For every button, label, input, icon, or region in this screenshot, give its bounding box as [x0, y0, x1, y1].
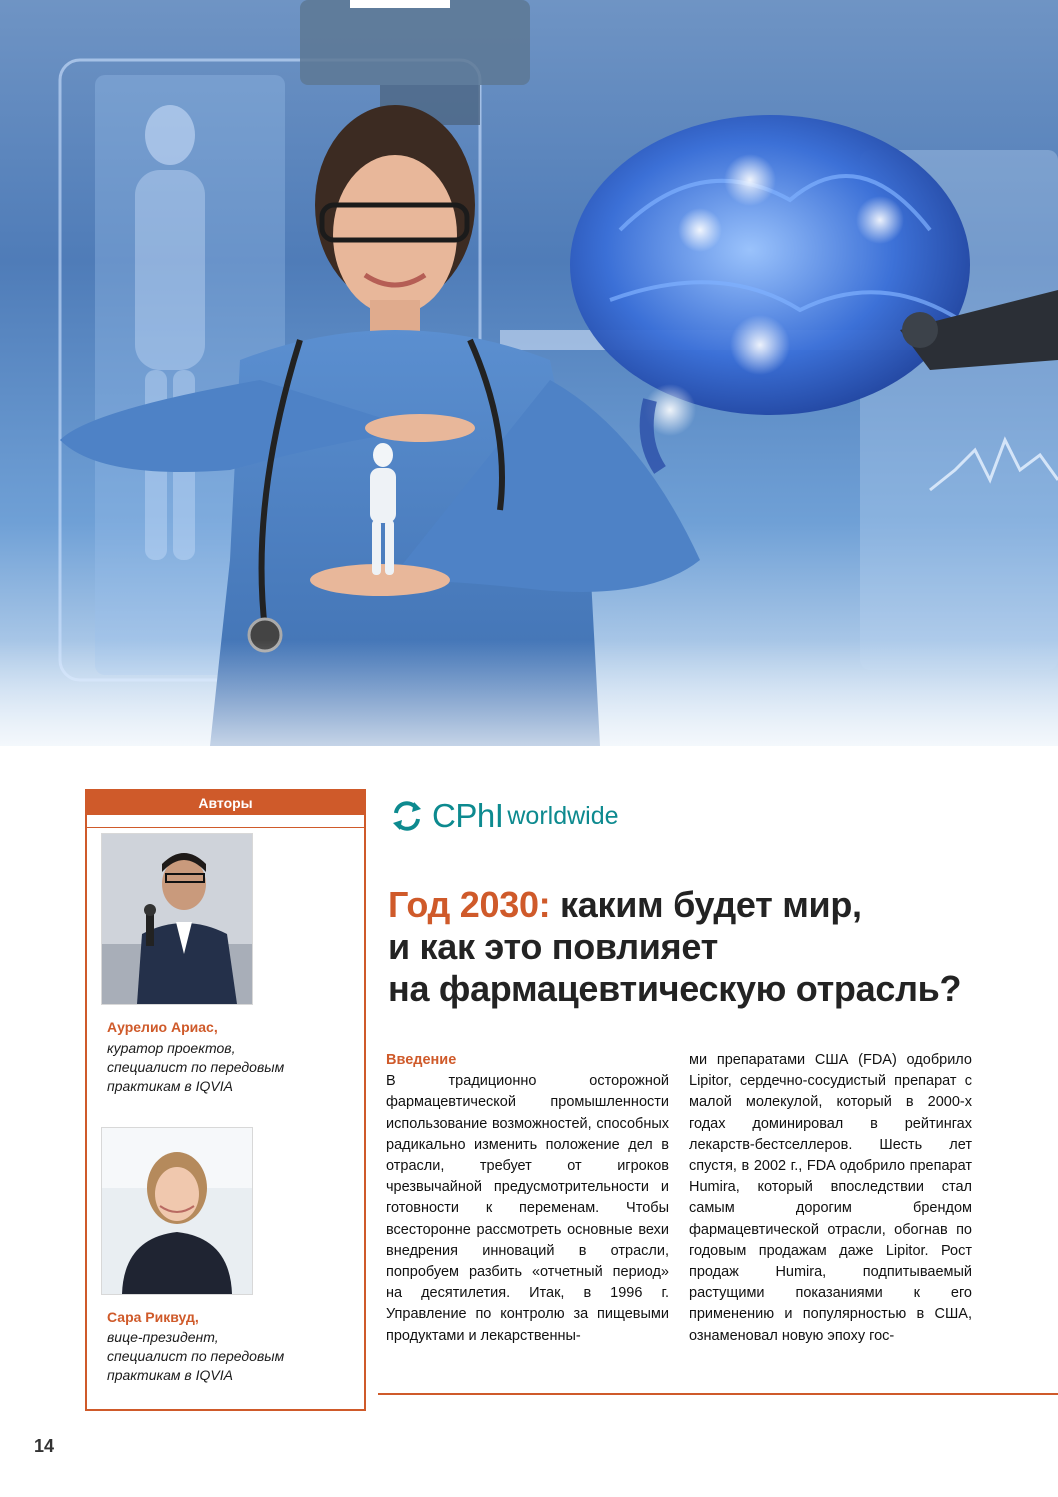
title-accent: Год 2030:: [388, 884, 551, 925]
author-name: Сара Риквуд,: [107, 1309, 199, 1325]
hero-illustration: [0, 0, 1058, 746]
author-role-line: куратор проектов,: [107, 1040, 236, 1056]
divider: [87, 827, 364, 828]
divider: [378, 1393, 1058, 1395]
authors-box: [85, 789, 366, 1411]
author-role-line: специалист по передовым: [107, 1059, 285, 1075]
author-role-line: практикам в IQVIA: [107, 1367, 233, 1383]
author-role-line: практикам в IQVIA: [107, 1078, 233, 1094]
paragraph: В традиционно осторожной фармацевтической промышленности использование возможностей, способных радикально изменить положение дел в отрасли, требует от игроков чрезвычайной предусмотрительности и готовности к переменам. Чтобы всесторонне рассмотреть основные вехи внедрения инноваций в отрасли, попробуем разбить «отчетный период» на десятилетия. Итак, в 1996 г. Управление по контролю за пищевыми продуктами и лекарственны-: [386, 1073, 669, 1344]
cphi-logo: [390, 796, 619, 836]
recycle-arrows-icon: [390, 799, 424, 833]
paragraph: ми препаратами США (FDA) одобрило Lipitor, сердечно-сосудистый препарат с малой молекулой, который в 2000-х годах доминировал в рейтингах лекарств-бестселлеров. Шесть лет спустя, в 2002 г., FDA одобрило препарат Humira, который впоследствии стал самым дорогим брендом фармацевтической отрасли, обогнав по годовым продажам даже Lipitor. Рост продаж Humira, подпитываемый растущими показаниями к его применению и популярностью в США, ознаменовал новую эпоху гос-: [689, 1052, 972, 1344]
author-role-line: вице-президент,: [107, 1329, 219, 1345]
title-line3: на фармацевтическую отрасль?: [388, 968, 962, 1009]
title-line1: каким будет мир,: [550, 884, 862, 925]
authors-heading: Авторы: [87, 791, 364, 815]
doctor-with-brain-illustration: [0, 0, 1058, 746]
logo-brand: CPhI: [432, 797, 504, 834]
section-heading: Введение: [386, 1052, 457, 1068]
author-photo-arias: [101, 833, 253, 1005]
page-number: 14: [34, 1436, 55, 1456]
author-photo-rickwood: [101, 1127, 253, 1295]
article-column-2: [689, 1050, 972, 1347]
author-name: Аурелио Ариас,: [107, 1019, 218, 1035]
author-role-line: специалист по передовым: [107, 1348, 285, 1364]
logo-suffix: worldwide: [507, 801, 619, 830]
title-line2: и как это повлияет: [388, 926, 718, 967]
article-title: [388, 884, 1038, 1010]
article-column-1: [386, 1050, 669, 1347]
